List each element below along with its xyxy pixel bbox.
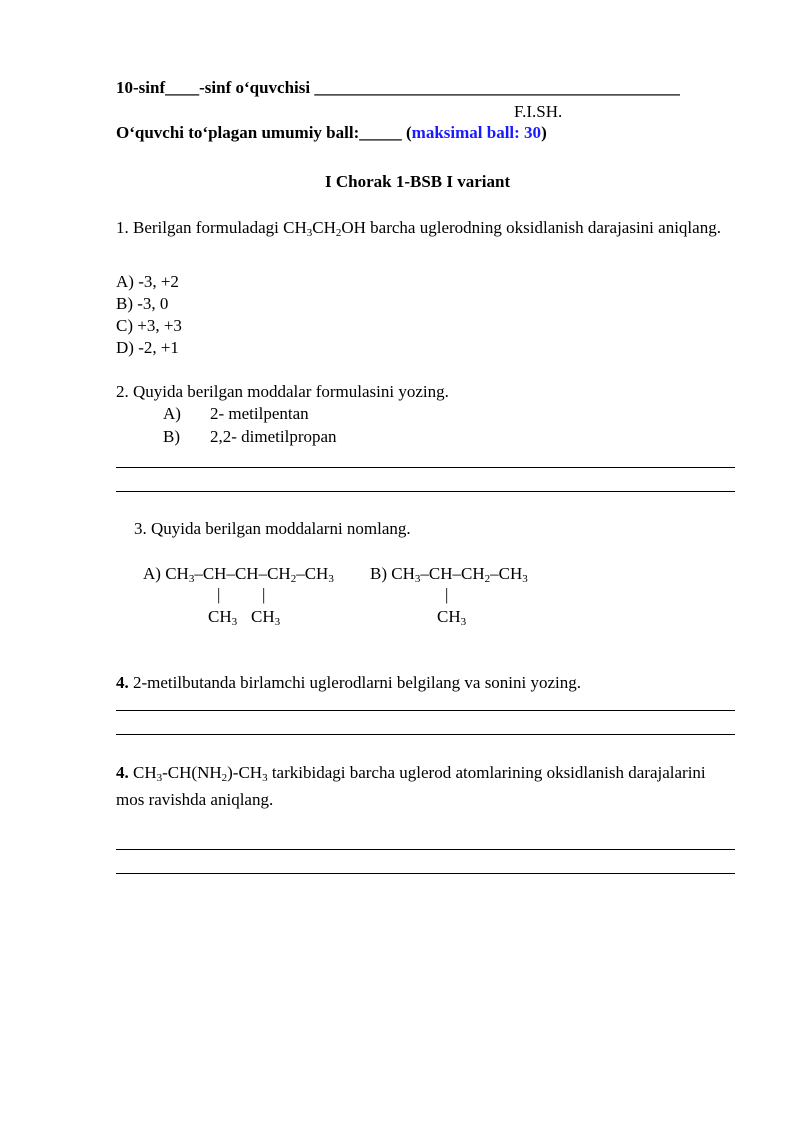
question-3: 3. Quyida berilgan moddalarni nomlang. xyxy=(134,519,411,538)
q3-b-bond: | xyxy=(445,585,449,604)
q2-item-b-letter: B) xyxy=(163,427,180,446)
answer-line xyxy=(116,849,735,850)
q3-b-branch: $CH_3$ xyxy=(437,607,467,628)
score-label: O‘quvchi to‘plagan umumiy ball:_____ ( xyxy=(116,123,412,142)
answer-line xyxy=(116,734,735,735)
answer-line xyxy=(116,491,735,492)
answer-line xyxy=(116,710,735,711)
q1-option-b: B) -3, 0 xyxy=(116,294,169,313)
q2-item-a-text: 2- metilpentan xyxy=(210,404,309,423)
score-line xyxy=(116,123,547,143)
question-4: 4. 2-metilbutanda birlamchi uglerodlarni belgilang va sonini yozing. xyxy=(116,673,582,692)
q2-item-b-text: 2,2- dimetilpropan xyxy=(210,427,337,446)
class-line: 10-sinf____-sinf o‘quvchisi ___________________________________________ xyxy=(116,78,680,97)
q3-a-bond-1: | xyxy=(217,585,221,604)
q3-a-branch-2: $CH_3$ xyxy=(251,607,281,628)
page-title: I Chorak 1-BSB I variant xyxy=(325,172,511,191)
answer-line xyxy=(116,467,735,468)
q1-option-a: A) -3, +2 xyxy=(116,272,179,291)
q1-option-d: D) -2, +1 xyxy=(116,338,179,357)
q3-a-branch-1: $CH_3$ xyxy=(208,607,238,628)
question-2: 2. Quyida berilgan moddalar formulasini yozing. xyxy=(116,382,449,401)
q2-item-a-letter: A) xyxy=(163,404,181,423)
answer-line xyxy=(116,873,735,874)
fish-label: F.I.SH. xyxy=(514,102,563,121)
max-score: maksimal ball: 30 xyxy=(411,123,542,142)
q3-formula-b: B) $CH_3-CH-CH_2-CH_3$ xyxy=(370,564,528,585)
q3-a-bond-2: | xyxy=(262,585,266,604)
question-5: 4. $CH_3-CH(NH_2)-CH_3$ tarkibidagi barcha uglerod atomlarining oksidlanish darajalarini mos ravishda aniqlang. xyxy=(116,763,706,809)
score-close: ) xyxy=(541,123,547,142)
q3-formula-a: A) $CH_3-CH-CH-CH_2-CH_3$ xyxy=(143,564,334,585)
q1-option-c: C) +3, +3 xyxy=(116,316,182,335)
question-1: 1. Berilgan formuladagi $CH_3CH_2OH$ barcha uglerodning oksidlanish darajasini aniqlang. xyxy=(116,218,721,239)
